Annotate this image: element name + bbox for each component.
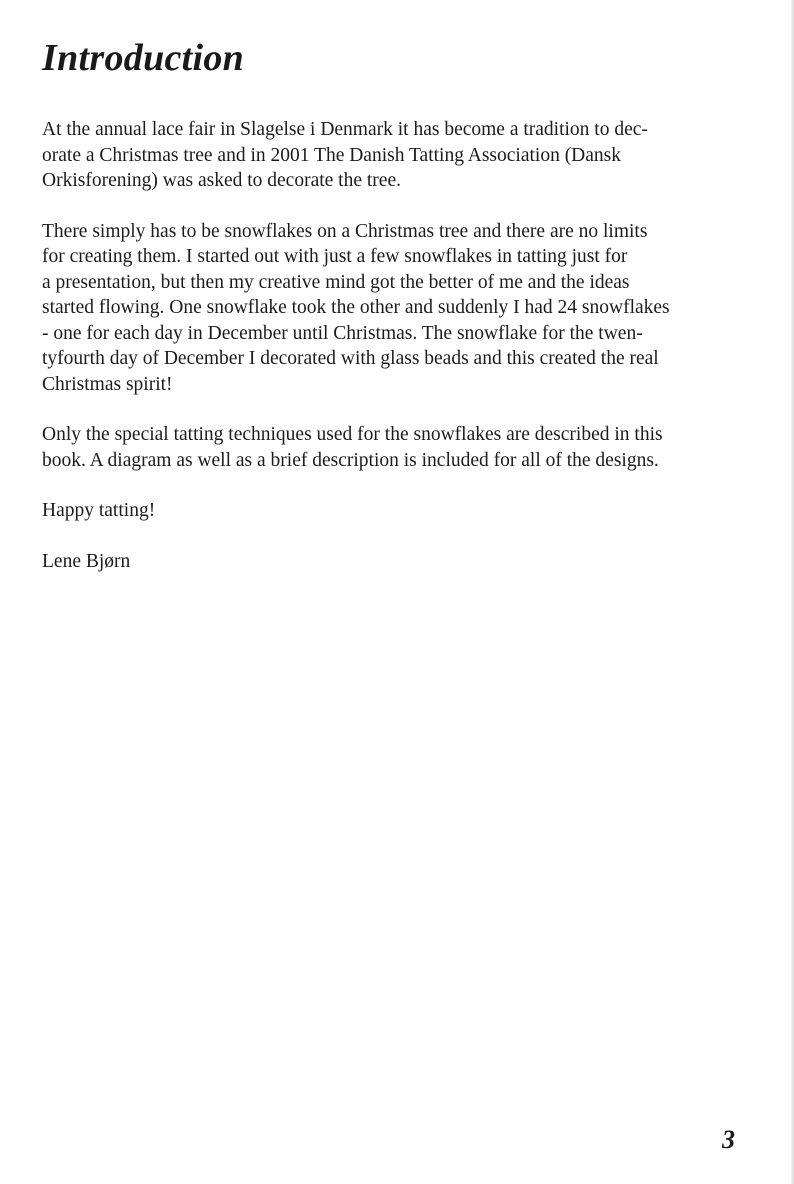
paragraph-snowflakes: [42, 219, 754, 398]
page-number: 3: [722, 1125, 735, 1154]
text-line: Happy tatting!: [42, 500, 156, 521]
paragraph-intro: [42, 117, 754, 194]
text-line: Christmas spirit!: [42, 373, 173, 395]
text-line: book. A diagram as well as a brief description is included for all of the designs.: [42, 449, 659, 471]
page-heading: Introduction: [42, 37, 245, 79]
body-text: [42, 117, 754, 599]
paragraph-techniques: [42, 422, 754, 473]
text-line: Only the special tatting techniques used for the snowflakes are described in this: [42, 424, 663, 445]
text-line: At the annual lace fair in Slagelse i Denmark it has become a tradition to dec-: [42, 119, 648, 140]
text-line: tyfourth day of December I decorated with glass beads and this created the real: [42, 348, 659, 369]
text-line: There simply has to be snowflakes on a Christmas tree and there are no limits: [42, 220, 648, 242]
author-signature: [42, 549, 754, 575]
text-line: started flowing. One snowflake took the other and suddenly I had 24 snowflakes: [42, 297, 670, 318]
text-line: Lene Bjørn: [42, 550, 131, 572]
text-line: Orkisforening) was asked to decorate the tree.: [42, 170, 401, 191]
text-line: orate a Christmas tree and in 2001 The Danish Tatting Association (Dansk: [42, 144, 622, 166]
text-line: - one for each day in December until Christmas. The snowflake for the twen-: [42, 322, 643, 344]
paragraph-greeting: [42, 498, 754, 524]
text-line: for creating them. I started out with just a few snowflakes in tatting just for: [42, 246, 628, 267]
text-line: a presentation, but then my creative mind got the better of me and the ideas: [42, 271, 630, 293]
